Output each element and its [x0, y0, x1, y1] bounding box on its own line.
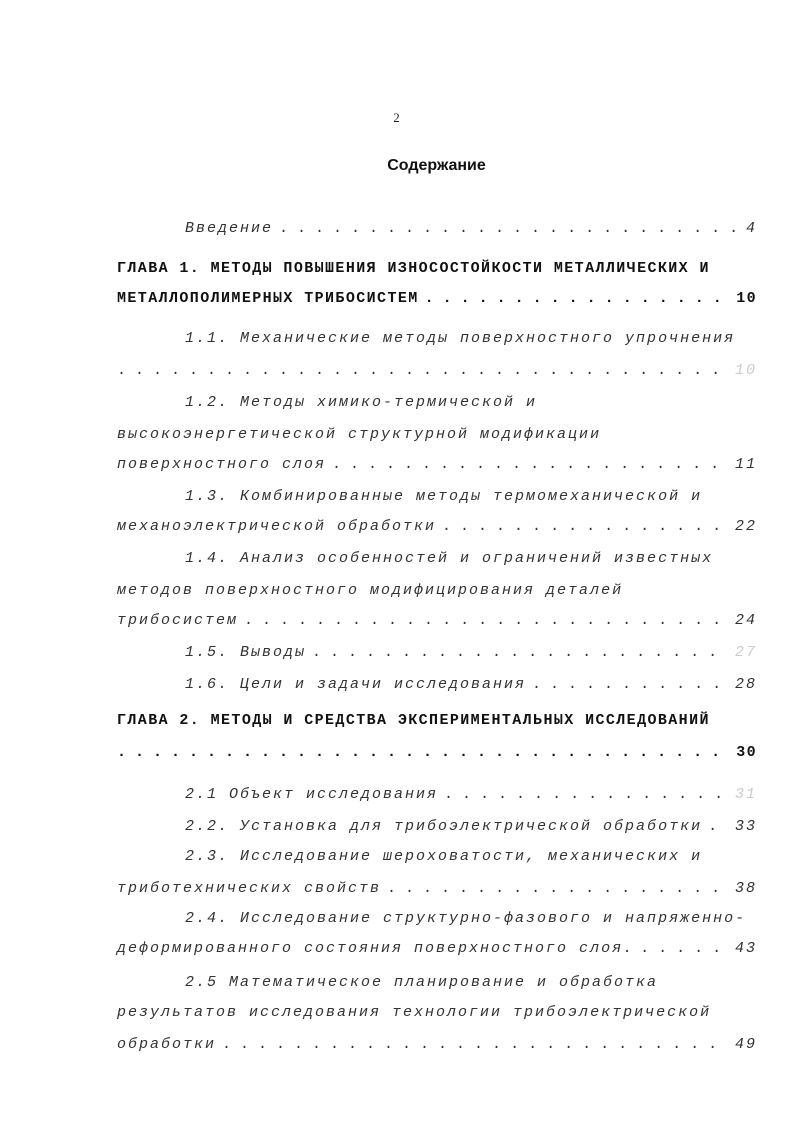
dot-leader — [117, 744, 730, 761]
entry-line — [117, 582, 757, 604]
dot-leader — [117, 362, 729, 379]
entry-text: 2.4. Исследование структурно-фазового и напряженно- — [185, 910, 747, 927]
toc-entry-1-6[interactable] — [185, 676, 757, 698]
toc-entry-1-2[interactable] — [185, 394, 757, 416]
dot-leader — [442, 518, 729, 535]
dot-leader — [640, 940, 729, 957]
entry-line — [117, 1004, 757, 1026]
toc-entry-intro[interactable] — [185, 220, 757, 242]
entry-page: 28 — [734, 676, 757, 693]
entry-page: 22 — [734, 518, 757, 535]
dot-leader — [279, 220, 740, 237]
entry-line — [117, 880, 757, 902]
toc-entry-1-1[interactable] — [185, 330, 757, 352]
toc-entry-1-5[interactable] — [185, 644, 757, 666]
dot-leader — [708, 818, 729, 835]
entry-text: деформированного состояния поверхностного слоя. — [117, 940, 635, 957]
toc-entry-2-5[interactable] — [185, 974, 757, 996]
entry-text: высокоэнергетической структурной модификации — [117, 426, 602, 443]
toc-entry-2-3[interactable] — [185, 848, 757, 870]
entry-text: поверхностного слоя — [117, 456, 327, 473]
toc-entry-1-1-leader[interactable] — [117, 362, 757, 384]
entry-page: 10 — [734, 362, 757, 379]
entry-page: 31 — [734, 786, 757, 803]
entry-text: механоэлектрической обработки — [117, 518, 437, 535]
dot-leader — [387, 880, 729, 897]
entry-line — [117, 940, 757, 962]
entry-text: 2.5 Математическое планирование и обработка — [185, 974, 659, 991]
entry-text: 1.3. Комбинированные методы термомеханической и — [185, 488, 703, 505]
dot-leader — [222, 1036, 729, 1053]
dot-leader — [244, 612, 729, 629]
entry-text: обработки — [117, 1036, 217, 1053]
entry-page: 24 — [734, 612, 757, 629]
entry-text: методов поверхностного модифицирования деталей — [117, 582, 624, 599]
entry-page: 38 — [734, 880, 757, 897]
entry-text: 2.1 Объект исследования — [185, 786, 439, 803]
entry-line — [117, 456, 757, 478]
entry-line — [117, 426, 757, 448]
entry-text: 1.2. Методы химико-термической и — [185, 394, 538, 411]
entry-text: ГЛАВА 1. МЕТОДЫ ПОВЫШЕНИЯ ИЗНОСОСТОЙКОСТИ МЕТАЛЛИЧЕСКИХ И — [117, 260, 710, 277]
page-title: Содержание — [387, 157, 486, 174]
entry-page: 33 — [734, 818, 757, 835]
entry-text: 1.4. Анализ особенностей и ограничений известных — [185, 550, 714, 567]
entry-text: триботехнических свойств — [117, 880, 382, 897]
dot-leader — [332, 456, 729, 473]
entry-text: Введение — [185, 220, 274, 237]
toc-chapter-2[interactable] — [117, 712, 757, 734]
entry-page: 10 — [736, 290, 757, 307]
toc-entry-2-1[interactable] — [185, 786, 757, 808]
toc-entry-1-4[interactable] — [185, 550, 757, 572]
entry-text: МЕТАЛЛОПОЛИМЕРНЫХ ТРИБОСИСТЕМ — [117, 290, 419, 307]
toc-chapter-2-leader[interactable] — [117, 744, 757, 766]
entry-line — [117, 1036, 757, 1058]
entry-text: 2.3. Исследование шероховатости, механических и — [185, 848, 703, 865]
dot-leader — [425, 290, 731, 307]
entry-text: 1.6. Цели и задачи исследования — [185, 676, 527, 693]
toc-entry-1-3[interactable] — [185, 488, 757, 510]
dot-leader — [532, 676, 729, 693]
entry-line — [117, 612, 757, 634]
entry-page: 43 — [734, 940, 757, 957]
page-number: 2 — [393, 110, 400, 125]
entry-page: 11 — [734, 456, 757, 473]
entry-line — [117, 518, 757, 540]
toc-chapter-1-line1[interactable] — [117, 260, 757, 282]
entry-page: 4 — [745, 220, 757, 237]
entry-text: 1.1. Механические методы поверхностного упрочнения — [185, 330, 736, 347]
toc-chapter-1-line2[interactable] — [117, 290, 757, 312]
entry-text: трибосистем — [117, 612, 239, 629]
dot-leader — [312, 644, 729, 661]
entry-page: 49 — [734, 1036, 757, 1053]
entry-text: ГЛАВА 2. МЕТОДЫ И СРЕДСТВА ЭКСПЕРИМЕНТАЛЬНЫХ ИССЛЕДОВАНИЙ — [117, 712, 710, 729]
toc-entry-2-4[interactable] — [185, 910, 757, 932]
entry-page: 30 — [736, 744, 757, 761]
toc-entry-2-2[interactable] — [185, 818, 757, 840]
entry-text: результатов исследования технологии трибоэлектрической — [117, 1004, 712, 1021]
entry-page: 27 — [734, 644, 757, 661]
entry-text: 2.2. Установка для трибоэлектрической обработки — [185, 818, 703, 835]
dot-leader — [444, 786, 729, 803]
entry-text: 1.5. Выводы — [185, 644, 307, 661]
